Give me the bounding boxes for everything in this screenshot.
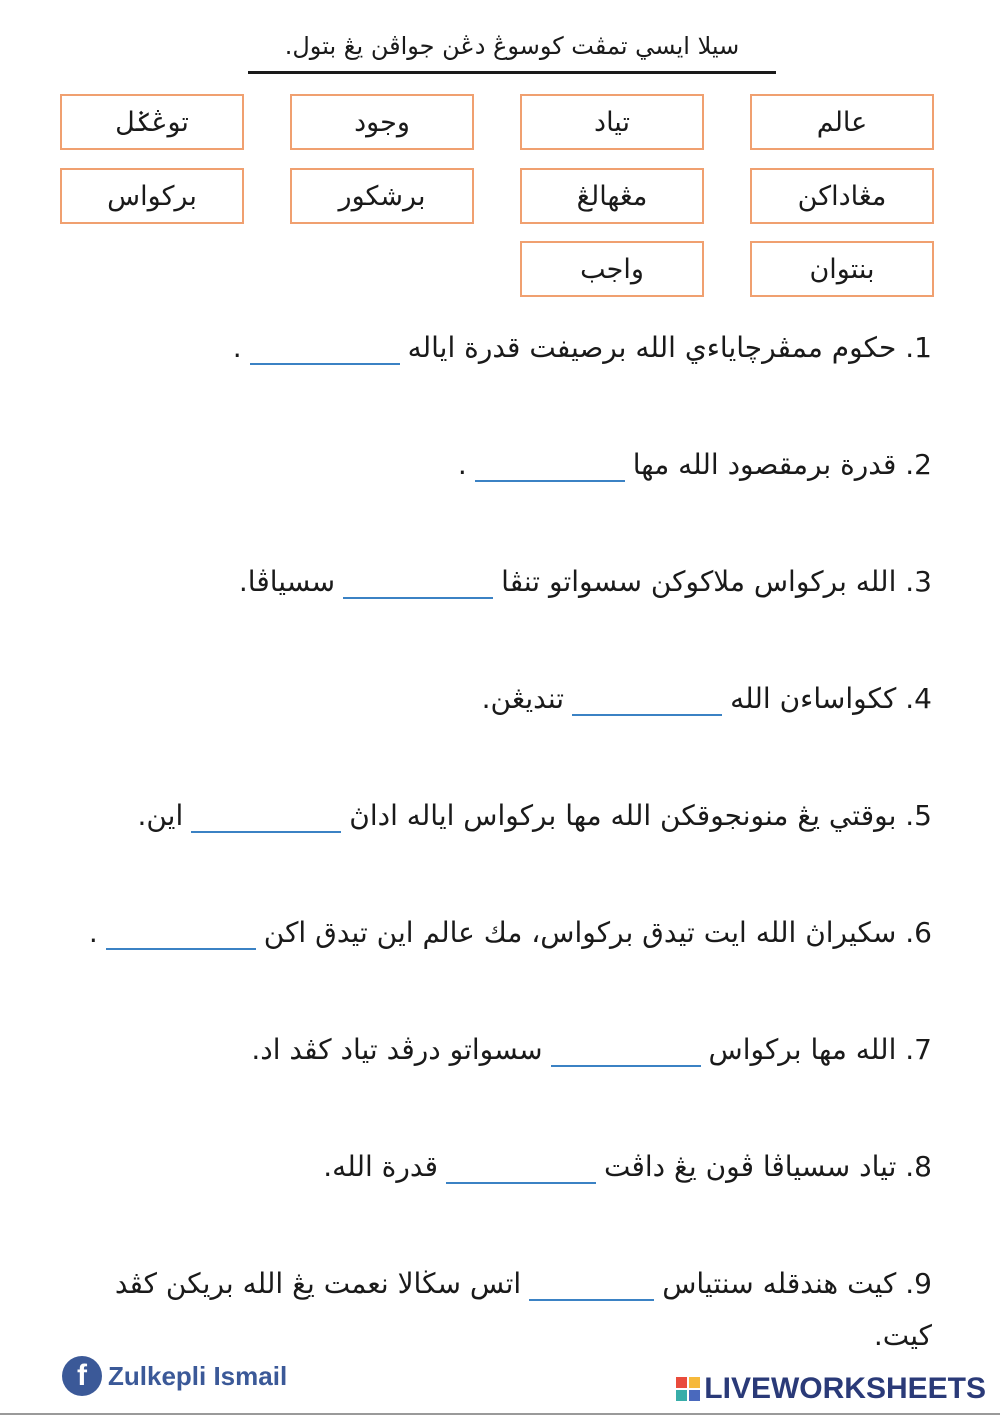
answer-blank-2[interactable]: [475, 450, 625, 482]
logo-square-blue: [689, 1390, 700, 1401]
liveworksheets-icon: [676, 1377, 700, 1401]
question-3: [239, 556, 932, 608]
word-option[interactable]: توڠݢل: [60, 94, 244, 150]
question-text: 6. سكيراڽ الله ايت تيدق بركواس، مك عالم اين تيدق اكن: [263, 916, 932, 949]
instruction-title: سيلا ايسي تمڤت كوسوڠ دڠن جواڤن يڠ بتول.: [284, 32, 740, 60]
word-option[interactable]: عالم: [750, 94, 934, 150]
question-9: [72, 1258, 932, 1362]
question-5: [137, 790, 932, 842]
liveworksheets-logo: [676, 1372, 986, 1406]
author-name: Zulkepli Ismail: [108, 1360, 288, 1391]
word-option[interactable]: برشكور: [290, 168, 474, 224]
question-text: 8. تياد سسياڤا ڤون يڠ داڤت: [603, 1150, 932, 1183]
word-option[interactable]: بنتوان: [750, 241, 934, 297]
question-tail: .: [232, 331, 242, 364]
title-underline: [248, 71, 776, 74]
answer-blank-9[interactable]: [529, 1269, 654, 1301]
answer-blank-8[interactable]: [446, 1152, 596, 1184]
question-text: 3. الله بركواس ملاكوكن سسواتو تنڤا: [501, 565, 932, 598]
question-tail: اين.: [137, 799, 184, 832]
question-tail: سسياڤا.: [238, 565, 336, 598]
question-text: 9. كيت هندقله سنتياس: [662, 1267, 932, 1300]
facebook-icon: f: [62, 1356, 102, 1396]
answer-blank-6[interactable]: [106, 918, 256, 950]
question-tail: اتس سڬالا نعمت يڠ الله بريكن كڤد كيت.: [114, 1267, 932, 1352]
page-bottom-divider: [0, 1413, 1000, 1415]
answer-blank-1[interactable]: [250, 333, 400, 365]
question-tail: .: [457, 448, 467, 481]
question-4: [482, 673, 932, 725]
question-tail: سسواتو درڤد تياد كڤد اد.: [251, 1033, 543, 1066]
question-6: [89, 907, 932, 959]
logo-square-yellow: [689, 1377, 700, 1388]
word-option[interactable]: وجود: [290, 94, 474, 150]
question-tail: تنديڠن.: [481, 682, 565, 715]
question-tail: .: [88, 916, 98, 949]
answer-blank-4[interactable]: [572, 684, 722, 716]
question-7: [251, 1024, 932, 1076]
question-text: 1. حكوم ممڤرچاياءي الله برصيفت قدرة اياله: [407, 331, 932, 364]
question-text: 2. قدرة برمقصود الله مها: [632, 448, 932, 481]
word-option[interactable]: واجب: [520, 241, 704, 297]
answer-blank-7[interactable]: [551, 1035, 701, 1067]
question-text: 4. ككواساءن الله: [730, 682, 932, 715]
brand-name: LIVEWORKSHEETS: [704, 1372, 986, 1405]
logo-square-red: [676, 1377, 687, 1388]
question-tail: قدرة الله.: [323, 1150, 438, 1183]
question-8: [323, 1141, 932, 1193]
word-option[interactable]: مڠهالڠ: [520, 168, 704, 224]
question-2: [458, 439, 932, 491]
logo-square-teal: [676, 1390, 687, 1401]
answer-blank-3[interactable]: [343, 567, 493, 599]
answer-blank-5[interactable]: [191, 801, 341, 833]
question-1: [233, 322, 932, 374]
question-text: 5. بوقتي يڠ منونجوقكن الله مها بركواس اياله اداڽ: [349, 799, 932, 832]
author-credit: [62, 1356, 287, 1396]
word-option[interactable]: بركواس: [60, 168, 244, 224]
word-option[interactable]: تياد: [520, 94, 704, 150]
word-option[interactable]: مڠاداكن: [750, 168, 934, 224]
question-text: 7. الله مها بركواس: [708, 1033, 932, 1066]
